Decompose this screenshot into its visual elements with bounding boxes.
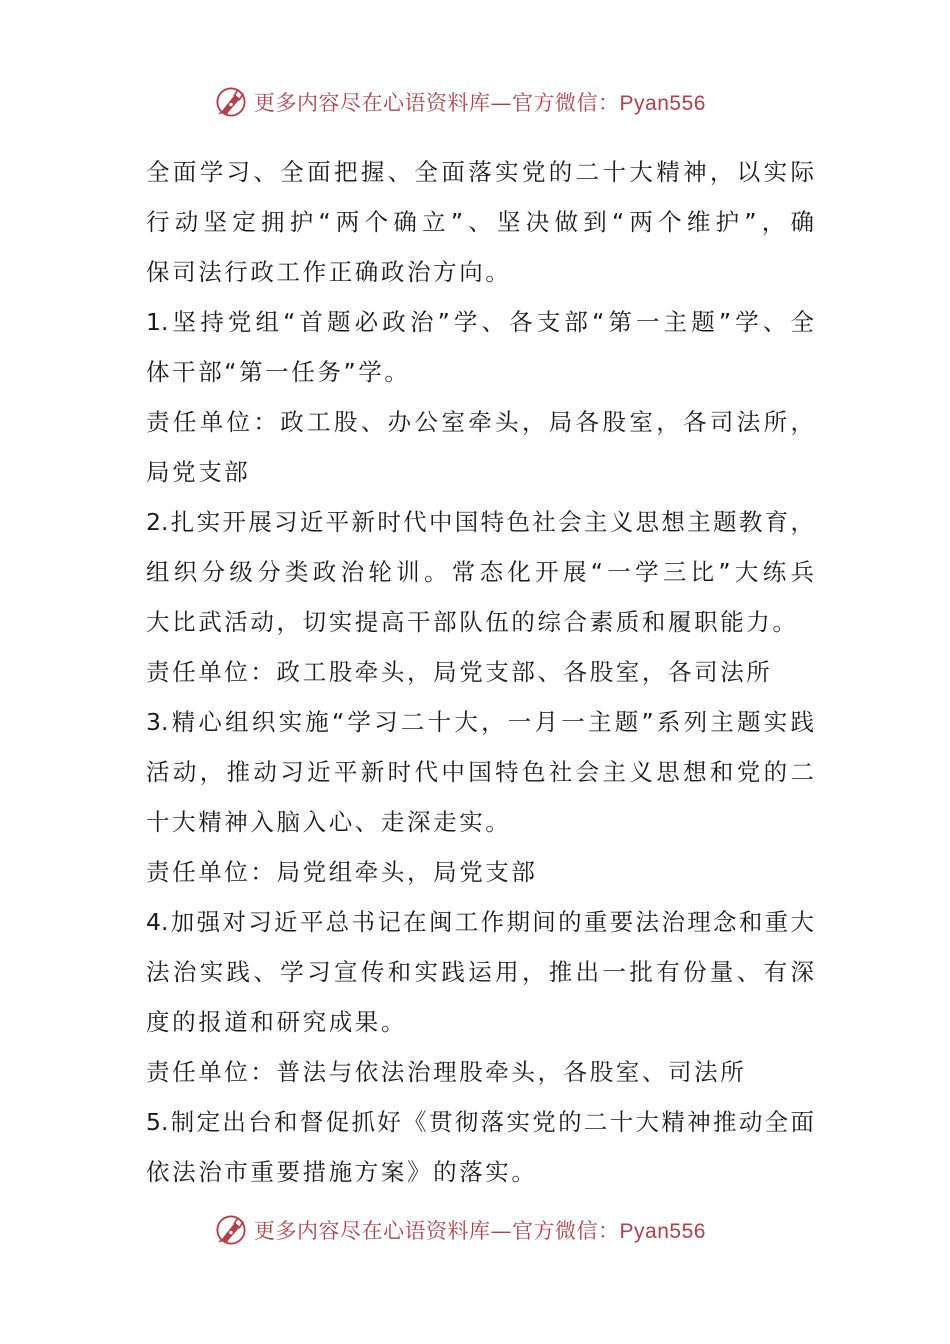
text-line: 大比武活动，切实提高干部队伍的综合素质和履职能力。 xyxy=(146,608,799,636)
text-line: 3.精心组织实施“学习二十大，一月一主题”系列主题实践 xyxy=(146,708,814,736)
footer-watermark xyxy=(0,1210,950,1250)
text-line: 责任单位：普法与依法治理股牵头，各股室、司法所 xyxy=(146,1058,747,1086)
pen-nib-logo-icon xyxy=(214,85,248,119)
watermark-separator: — xyxy=(490,1219,513,1243)
text-line: 全面学习、全面把握、全面落实党的二十大精神，以实际 xyxy=(146,158,814,186)
watermark-text xyxy=(254,1215,706,1245)
text-line: 1.坚持党组“首题必政治”学、各支部“第一主题”学、全 xyxy=(146,308,814,336)
text-line: 度的报道和研究成果。 xyxy=(146,1008,407,1036)
watermark-account: Pyan556 xyxy=(619,92,706,115)
watermark-separator: — xyxy=(490,91,513,115)
watermark-account: Pyan556 xyxy=(619,1220,706,1243)
text-line: 5.制定出台和督促抓好《贯彻落实党的二十大精神推动全面 xyxy=(146,1108,814,1136)
header-watermark xyxy=(0,82,950,122)
watermark-label: 官方微信： xyxy=(512,91,620,115)
document-body xyxy=(146,147,814,1197)
text-line: 行动坚定拥护“两个确立”、坚决做到“两个维护”，确 xyxy=(146,208,814,236)
text-line: 4.加强对习近平总书记在闽工作期间的重要法治理念和重大 xyxy=(146,908,814,936)
text-line: 依法治市重要措施方案》的落实。 xyxy=(146,1158,538,1186)
watermark-text xyxy=(254,87,706,117)
pen-nib-logo-icon xyxy=(214,1213,248,1247)
text-line: 责任单位：局党组牵头，局党支部 xyxy=(146,858,538,886)
text-line: 活动，推动习近平新时代中国特色社会主义思想和党的二 xyxy=(146,758,814,786)
watermark-label: 官方微信： xyxy=(512,1219,620,1243)
text-line: 体干部“第一任务”学。 xyxy=(146,358,411,386)
watermark-brand: 更多内容尽在心语资料库 xyxy=(254,91,491,115)
text-line: 2.扎实开展习近平新时代中国特色社会主义思想主题教育， xyxy=(146,508,814,536)
text-line: 法治实践、学习宣传和实践运用，推出一批有份量、有深 xyxy=(146,958,814,986)
text-line: 责任单位：政工股牵头，局党支部、各股室，各司法所 xyxy=(146,658,773,686)
text-line: 局党支部 xyxy=(146,458,251,486)
text-line: 十大精神入脑入心、走深走实。 xyxy=(146,808,512,836)
text-line: 组织分级分类政治轮训。常态化开展“一学三比”大练兵 xyxy=(146,558,814,586)
text-line: 保司法行政工作正确政治方向。 xyxy=(146,258,512,286)
watermark-brand: 更多内容尽在心语资料库 xyxy=(254,1219,491,1243)
text-line: 责任单位：政工股、办公室牵头，局各股室，各司法所， xyxy=(146,408,814,436)
